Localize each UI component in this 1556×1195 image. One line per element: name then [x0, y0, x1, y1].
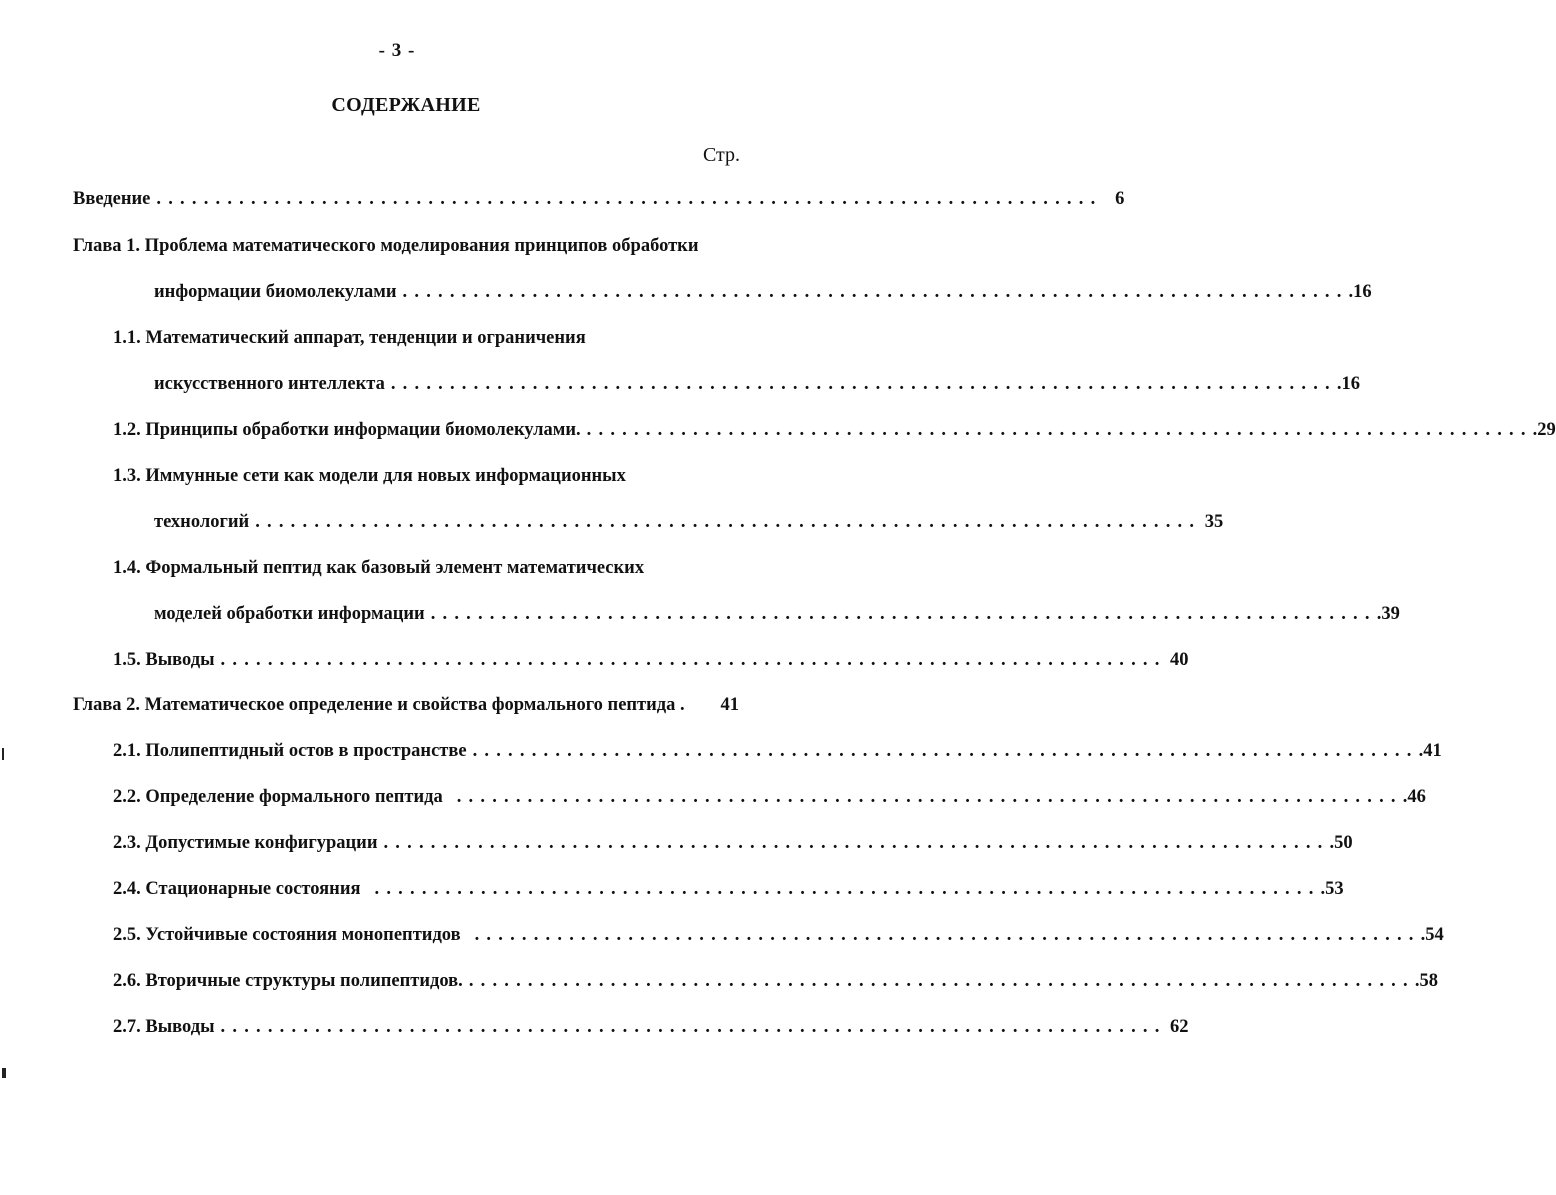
page-column-label: Стр.	[702, 144, 740, 166]
toc-entry-section-2-1	[113, 738, 1442, 764]
dot-leader: ................................................................................	[220, 1017, 1167, 1037]
toc-entry-section-2-4	[113, 876, 1344, 902]
dot-leader: ................................................................................	[374, 879, 1321, 899]
toc-entry-section-2-6	[113, 968, 1438, 994]
dot-leader: ................................................................................	[468, 971, 1415, 991]
toc-entry-page: .39	[1376, 604, 1400, 624]
toc-entry-page: .16	[1336, 374, 1360, 394]
dot-leader: ................................................................................	[402, 282, 1349, 302]
toc-entry-page: 62	[1170, 1017, 1189, 1037]
toc-entry-section-1-5	[113, 647, 1189, 673]
toc-entry-section-1-4	[154, 601, 1400, 627]
toc-entry-page: 41	[720, 695, 739, 715]
dot-leader: ................................................................................	[383, 833, 1330, 853]
toc-entry-text: моделей обработки информации	[154, 604, 425, 624]
toc-entry-text: 2.1. Полипептидный остов в пространстве	[113, 741, 467, 761]
dot-leader: ................................................................................	[430, 604, 1377, 624]
toc-entry-intro	[73, 186, 1125, 212]
toc-entry-section-2-2	[113, 784, 1426, 810]
dot-leader: ................................................................................	[474, 925, 1421, 945]
toc-section-1-1-line1: 1.1. Математический аппарат, тенденции и ограничения	[113, 328, 586, 348]
toc-entry-text: 1.5. Выводы	[113, 650, 215, 670]
toc-entry-page: .53	[1320, 879, 1344, 899]
toc-entry-page: 40	[1170, 650, 1189, 670]
dot-leader: ................................................................................	[156, 189, 1103, 209]
toc-entry-text: информации биомолекулами	[154, 282, 397, 302]
dot-leader: ................................................................................	[472, 741, 1419, 761]
toc-entry-page: .41	[1418, 741, 1442, 761]
toc-entry-page: .16	[1348, 282, 1372, 302]
toc-entry-text: 2.4. Стационарные состояния	[113, 879, 361, 899]
dot-leader: ................................................................................	[456, 787, 1403, 807]
toc-entry-text: 2.2. Определение формального пептида	[113, 787, 443, 807]
toc-entry-section-2-5	[113, 922, 1444, 948]
toc-entry-page: .29	[1532, 420, 1556, 440]
toc-entry-page: .54	[1420, 925, 1444, 945]
toc-entry-page: .46	[1402, 787, 1426, 807]
toc-entry-section-2-7	[113, 1014, 1189, 1040]
scan-speck	[2, 748, 4, 760]
toc-section-1-4-line1: 1.4. Формальный пептид как базовый элемент математических	[113, 558, 645, 578]
toc-entry-text: 1.2. Принципы обработки информации биомолекулами.	[113, 420, 581, 440]
toc-entry-text: 2.5. Устойчивые состояния монопептидов	[113, 925, 461, 945]
scan-speck	[2, 1068, 6, 1078]
toc-entry-text: Глава 2. Математическое определение и свойства формального пептида .	[73, 695, 685, 715]
toc-entry-text: 2.3. Допустимые конфигурации	[113, 833, 378, 853]
toc-entry-text: технологий	[154, 512, 250, 532]
toc-entry-chapter-1	[154, 279, 1372, 305]
toc-chapter-1-line1: Глава 1. Проблема математического моделирования принципов обработки	[73, 236, 699, 256]
toc-entry-text: 2.6. Вторичные структуры полипептидов.	[113, 971, 463, 991]
toc-entry-page: .50	[1329, 833, 1353, 853]
toc-entry-section-1-1	[154, 371, 1360, 397]
toc-entry-page: .58	[1414, 971, 1438, 991]
toc-section-1-3-line1: 1.3. Иммунные сети как модели для новых информационных	[113, 466, 626, 486]
toc-entry-page: 35	[1204, 512, 1224, 532]
toc-entry-chapter-2	[73, 692, 739, 718]
page-number: - 3 -	[378, 40, 416, 61]
toc-entry-section-1-2	[113, 417, 1556, 443]
dot-leader: ................................................................................	[390, 374, 1337, 394]
toc-entry-text: 2.7. Выводы	[113, 1017, 215, 1037]
toc-entry-section-2-3	[113, 830, 1353, 856]
toc-entry-section-1-3	[154, 509, 1224, 535]
dot-leader: ................................................................................	[220, 650, 1167, 670]
toc-entry-text: Введение	[73, 189, 151, 209]
toc-entry-page: 6	[1115, 189, 1125, 209]
dot-leader: ................................................................................	[255, 512, 1202, 532]
dot-leader: ................................................................................	[586, 420, 1533, 440]
toc-entry-text: искусственного интеллекта	[154, 374, 385, 394]
page-title: СОДЕРЖАНИЕ	[331, 94, 481, 116]
